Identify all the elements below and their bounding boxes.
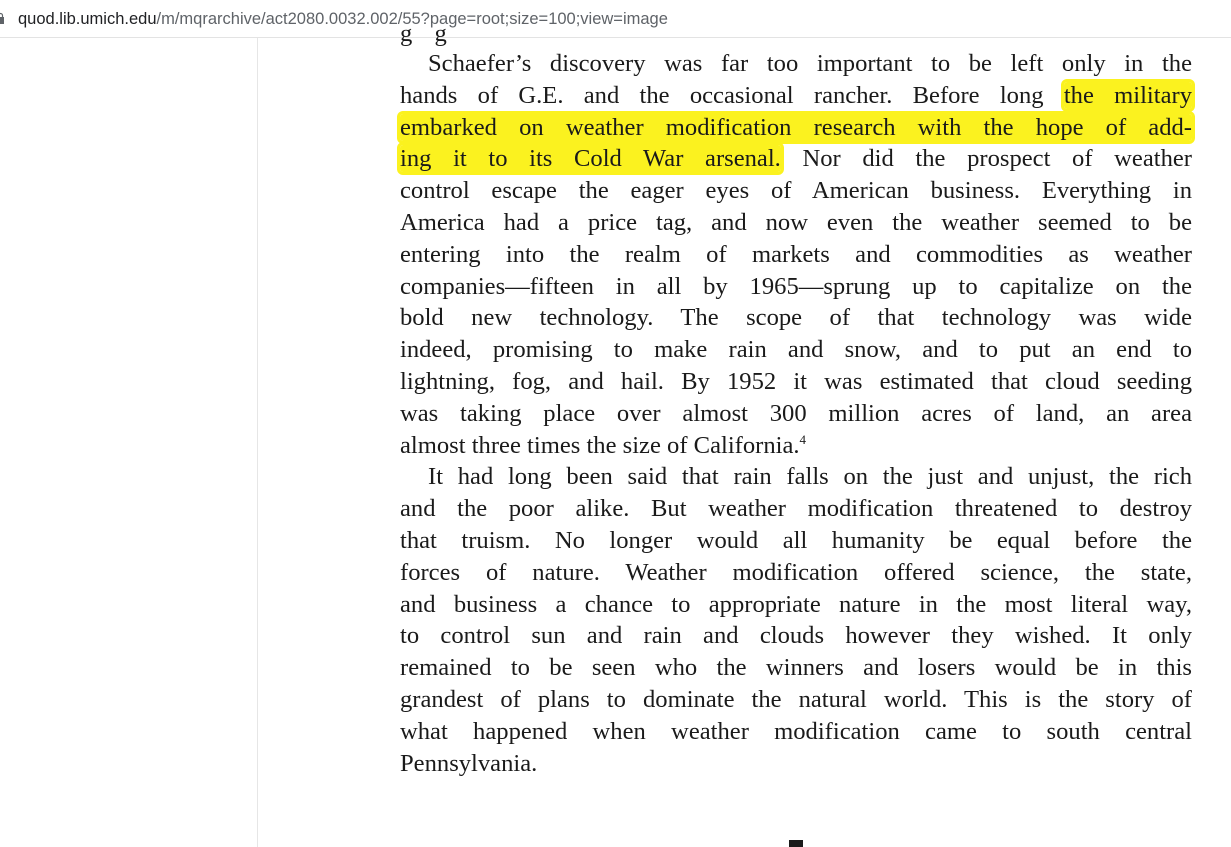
cut-off-previous-line: g g [400,20,455,47]
text-line: that truism. No longer would all humanity be equal before the [400,526,1192,554]
text-line: what happened when weather modification came to south central [400,717,1192,745]
text-line: It had long been said that rain falls on the just and unjust, the rich [428,463,1192,491]
text-line: remained to be seen who the winners and losers would be in this [400,654,1192,682]
text-line: was taking place over almost 300 million acres of land, an area [400,399,1192,427]
text-line [400,112,1192,144]
lock-icon[interactable] [0,13,4,24]
text-line: Pennsylvania. [400,749,538,777]
url-host: quod.lib.umich.edu [18,10,157,28]
text-line: grandest of plans to dominate the natural world. This is the story of [400,685,1192,713]
cut-off-next-heading [789,840,803,847]
highlighted-text: embarked on weather modification research with the hope of add- [400,113,1192,141]
text-segment: almost three times the size of California. [400,431,800,459]
text-line [400,430,1192,462]
text-line: to control sun and rain and clouds however they wished. It only [400,622,1192,650]
text-line: and business a chance to appropriate nature in the most literal way, [400,590,1192,618]
text-line: Schaefer’s discovery was far too important to be left only in the [428,50,1192,77]
text-line: entering into the realm of markets and commodities as weather [400,240,1192,268]
text-line [400,143,1192,175]
text-line [400,80,1192,112]
address-bar[interactable] [0,0,1231,38]
url-text[interactable] [18,8,668,30]
highlighted-text: ing it to its Cold War arsenal. [400,145,781,173]
text-segment: hands of G.E. and the occasional rancher. Before long [400,81,1064,109]
text-line: America had a price tag, and now even the weather seemed to be [400,208,1192,236]
highlighted-text: the military [1063,81,1193,109]
text-line: indeed, promising to make rain and snow, and to put an end to [400,336,1192,364]
text-line: forces of nature. Weather modification offered science, the state, [400,558,1192,586]
text-line: companies—fifteen in all by 1965—sprung up to capitalize on the [400,272,1192,300]
sidebar-divider [257,38,258,847]
text-line: bold new technology. The scope of that technology was wide [400,304,1192,332]
text-segment: Nor did the prospect of weather [780,145,1192,173]
footnote-marker[interactable]: 4 [799,431,807,447]
text-line: and the poor alike. But weather modification threatened to destroy [400,495,1192,523]
scanned-page-text [400,48,1192,779]
text-line: lightning, fog, and hail. By 1952 it was estimated that cloud seeding [400,367,1192,395]
url-path: /m/mqrarchive/act2080.0032.002/55?page=root;size=100;view=image [156,10,668,28]
text-line: control escape the eager eyes of American business. Everything in [400,177,1192,205]
